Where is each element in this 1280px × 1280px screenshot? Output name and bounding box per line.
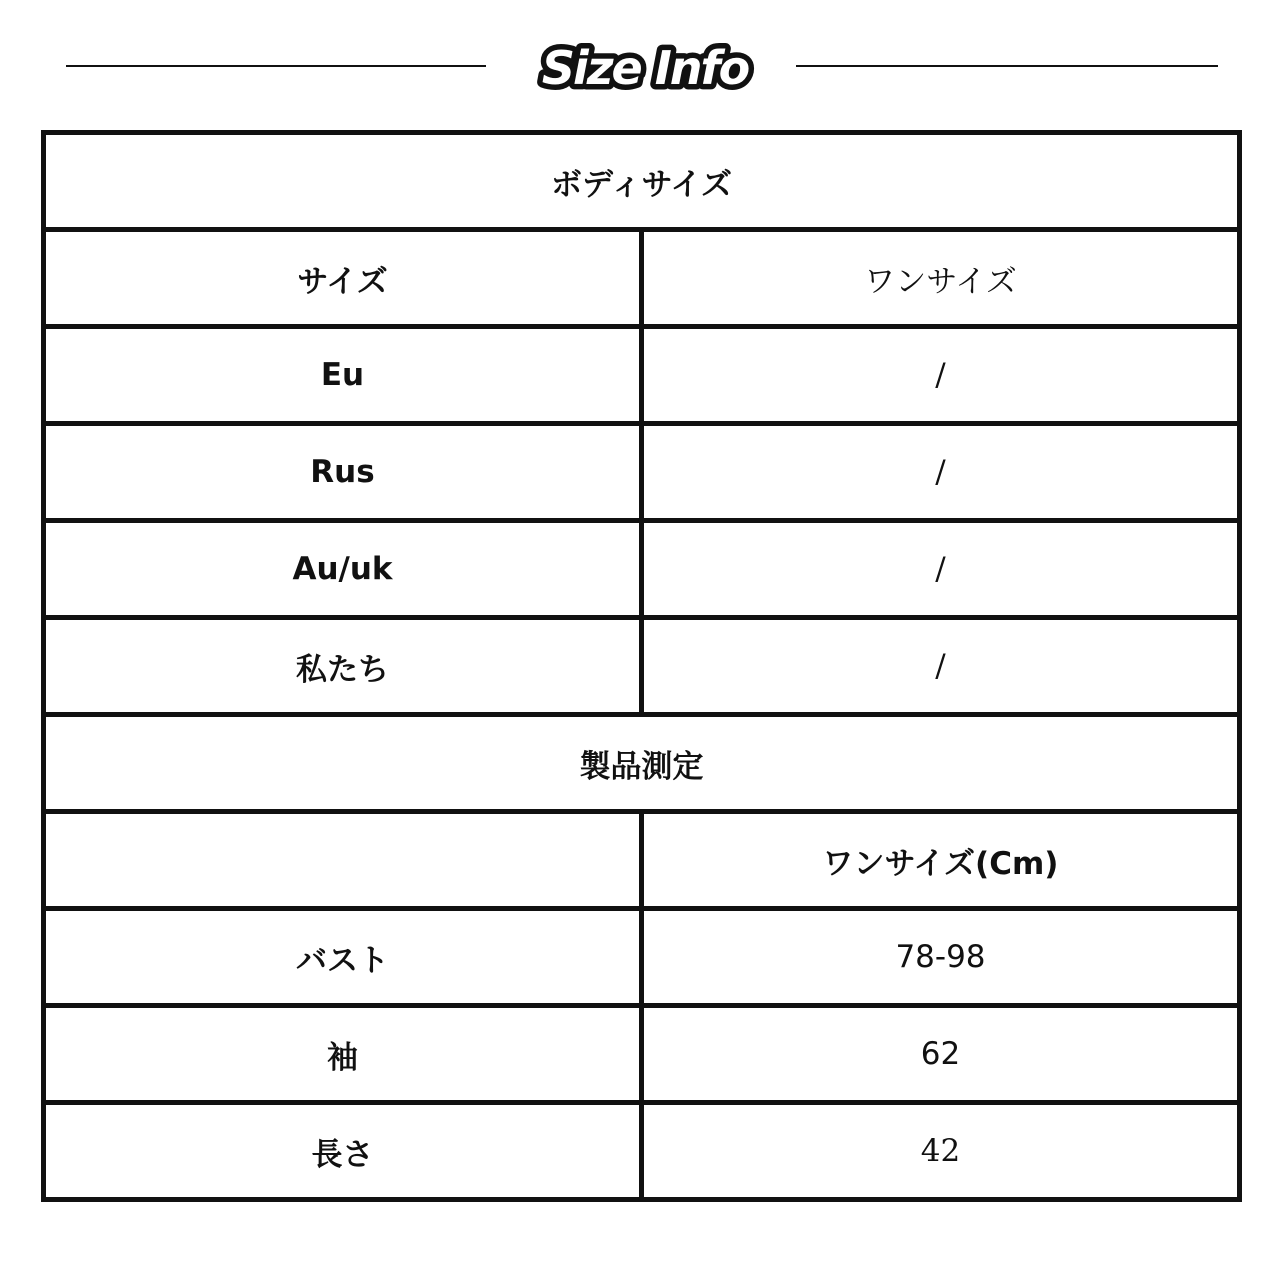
row-value: / [642,618,1240,715]
product-measure-title-row [44,715,1240,812]
table-row [44,521,1240,618]
row-value: 78-98 [642,909,1240,1006]
row-label: バスト [44,909,642,1006]
row-value: / [642,327,1240,424]
product-measure-title: 製品測定 [44,715,1240,812]
table-row [44,812,1240,909]
measure-header-value: ワンサイズ(Cm) [642,812,1240,909]
size-value: ワンサイズ [642,230,1240,327]
row-label: 袖 [44,1006,642,1103]
row-label: Eu [44,327,642,424]
row-label: 長さ [44,1103,642,1200]
table-row [44,327,1240,424]
row-value: 42 [642,1103,1240,1200]
header-rule-left [66,65,486,67]
body-size-title-row [44,133,1240,230]
row-label: 私たち [44,618,642,715]
size-info-logo [500,22,790,112]
table-row [44,618,1240,715]
table-row [44,230,1240,327]
measure-header-label [44,812,642,909]
table-row [44,1103,1240,1200]
table-row [44,1006,1240,1103]
size-table [41,130,1242,1202]
header-rule-right [796,65,1218,67]
table-row [44,909,1240,1006]
table-row [44,424,1240,521]
row-value: / [642,521,1240,618]
size-label: サイズ [44,230,642,327]
row-label: Au/uk [44,521,642,618]
row-value: 62 [642,1006,1240,1103]
row-value: / [642,424,1240,521]
body-size-title: ボディサイズ [44,133,1240,230]
logo-text: Size Info [541,41,749,95]
size-info-header [0,0,1280,132]
row-label: Rus [44,424,642,521]
